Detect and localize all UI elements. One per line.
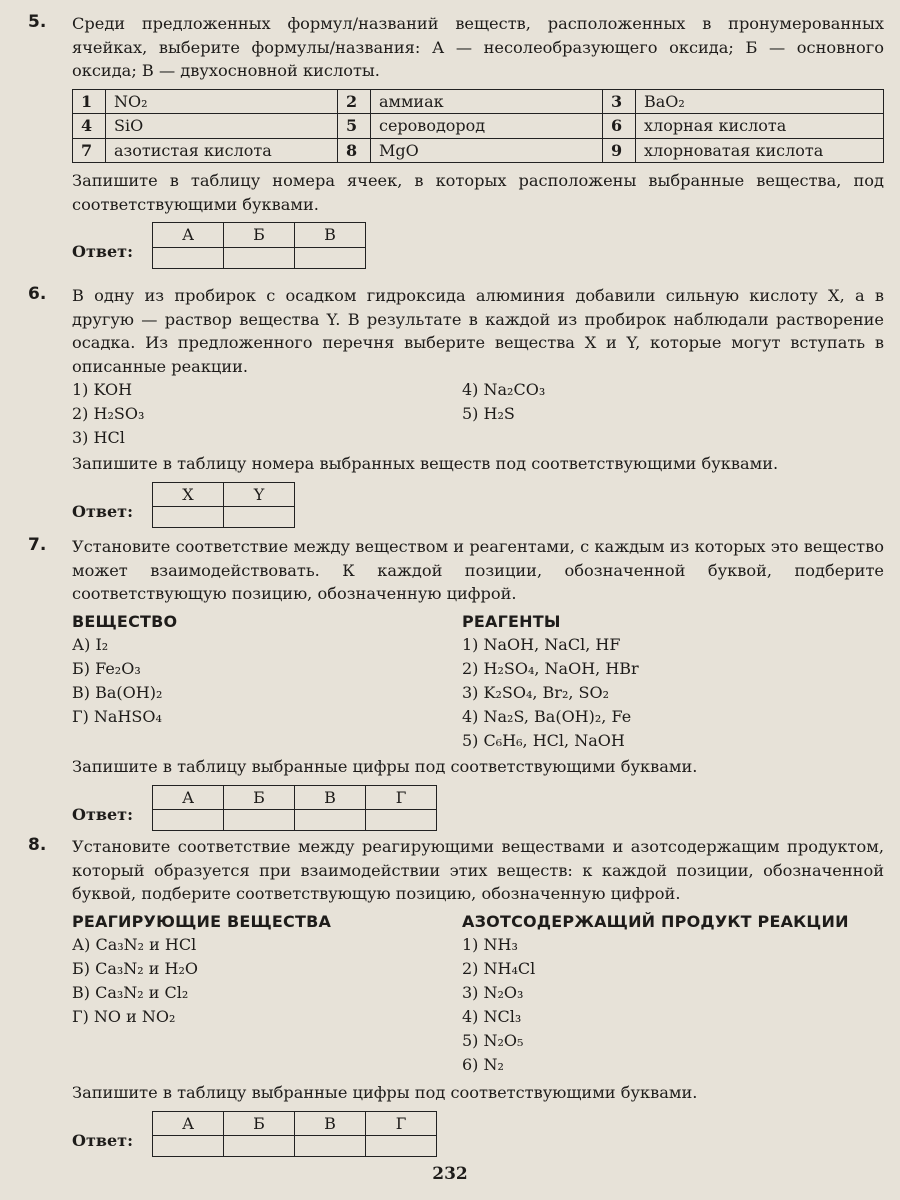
cell-value: MgO (371, 138, 603, 163)
task-instruction: Запишите в таблицу выбранные цифры под соответствующими буквами. (72, 757, 698, 776)
right-item: 4) Na₂S, Ba(OH)₂, Fe (462, 707, 632, 726)
right-item: 4) NCl₃ (462, 1007, 522, 1026)
answer-cell[interactable] (224, 1136, 295, 1157)
answer-cell[interactable] (366, 810, 437, 831)
left-item: В) Ca₃N₂ и Cl₂ (72, 983, 189, 1002)
left-item: А) Ca₃N₂ и HCl (72, 935, 197, 954)
cell-number: 8 (338, 138, 371, 163)
task-7 (28, 535, 884, 831)
answer-column-header: Б (224, 1111, 295, 1136)
answer-cell[interactable] (224, 810, 295, 831)
answer-block (72, 1111, 884, 1158)
answer-column-header: Y (224, 482, 295, 507)
answer-label: Ответ: (72, 1130, 133, 1150)
answer-column-header: Г (366, 785, 437, 810)
answer-column-header: В (295, 1111, 366, 1136)
answer-column-header: Б (224, 223, 295, 248)
answer-label: Ответ: (72, 501, 133, 521)
left-column-header: РЕАГИРУЮЩИЕ ВЕЩЕСТВА (72, 911, 332, 931)
left-item: Г) NO и NO₂ (72, 1007, 176, 1026)
cell-number: 5 (338, 114, 371, 139)
answer-cell[interactable] (153, 507, 224, 528)
cell-value: NO₂ (106, 89, 338, 114)
left-item: Б) Ca₃N₂ и H₂O (72, 959, 199, 978)
cell-value: BaO₂ (636, 89, 884, 114)
right-column-header: АЗОТСОДЕРЖАЩИЙ ПРОДУКТ РЕАКЦИИ (462, 911, 849, 931)
answer-label: Ответ: (72, 242, 133, 261)
task-text: В одну из пробирок с осадком гидроксида алюминия добавили сильную кислоту X, а в другую — раствор вещества Y. В результате в каждой из пробирок наблюдали растворение осадка. Из предложенного перечня выберите вещества X и Y, которые могут вступать в описанные реакции. (72, 286, 884, 376)
cell-number: 2 (338, 89, 371, 114)
answer-cell[interactable] (224, 247, 295, 268)
answer-table (152, 482, 295, 529)
answer-column-header: А (153, 1111, 224, 1136)
option-item: 4) Na₂CO₃ (462, 380, 546, 399)
right-item: 3) N₂O₃ (462, 983, 524, 1002)
answer-column-header: В (295, 223, 366, 248)
right-item: 6) N₂ (462, 1055, 504, 1074)
task-8 (28, 835, 884, 1157)
cell-value: аммиак (371, 89, 603, 114)
cell-value: SiO (106, 114, 338, 139)
right-item: 5) C₆H₆, HCl, NaOH (462, 731, 625, 750)
right-item: 1) NaOH, NaCl, HF (462, 635, 621, 654)
task-number: 5. (28, 12, 47, 32)
task-number: 7. (28, 535, 47, 555)
answer-cell[interactable] (295, 1136, 366, 1157)
cell-number: 1 (73, 89, 106, 114)
cell-number: 7 (73, 138, 106, 163)
matching-columns (72, 910, 884, 1078)
answer-table (152, 1111, 437, 1158)
left-item: А) I₂ (72, 635, 109, 654)
answer-column-header: А (153, 785, 224, 810)
task-6 (28, 284, 884, 528)
answer-column-header: В (295, 785, 366, 810)
cell-number: 6 (603, 114, 636, 139)
left-column-header: ВЕЩЕСТВО (72, 611, 178, 631)
right-item: 1) NH₃ (462, 935, 518, 954)
task-instruction: Запишите в таблицу номера выбранных веществ под соответствующими буквами. (72, 454, 779, 473)
option-item: 3) HCl (72, 428, 125, 447)
answer-block (72, 785, 884, 832)
answer-cell[interactable] (295, 810, 366, 831)
page-number: 232 (432, 1164, 468, 1184)
answer-cell[interactable] (295, 247, 366, 268)
answer-cell[interactable] (153, 247, 224, 268)
answer-table (152, 785, 437, 832)
task-number: 6. (28, 284, 47, 304)
cell-value: сероводород (371, 114, 603, 139)
answer-cell[interactable] (366, 1136, 437, 1157)
task-text: Установите соответствие между реагирующими веществами и азотсодержащим продуктом, который образуется при взаимодействии этих веществ: к каждой позиции, обозначенной буквой, подберите соответствующую позицию, обозначенную цифрой. (72, 837, 884, 903)
cell-value: хлорная кислота (636, 114, 884, 139)
answer-cell[interactable] (153, 810, 224, 831)
cell-number: 3 (603, 89, 636, 114)
task-text: Среди предложенных формул/названий веществ, расположенных в пронумерованных ячейках, выберите формулы/названия: А — несолеобразующего оксида; Б — основного оксида; В — двухосновной кислоты. (72, 14, 884, 80)
task-instruction: Запишите в таблицу выбранные цифры под соответствующими буквами. (72, 1083, 698, 1102)
answer-label: Ответ: (72, 804, 133, 824)
right-item: 3) K₂SO₄, Br₂, SO₂ (462, 683, 610, 702)
answer-cell[interactable] (224, 507, 295, 528)
table-row (73, 138, 884, 163)
left-item: В) Ba(OH)₂ (72, 683, 163, 702)
right-item: 2) NH₄Cl (462, 959, 536, 978)
table-row (73, 89, 884, 114)
answer-block (72, 482, 884, 529)
cell-number: 9 (603, 138, 636, 163)
table-row (73, 114, 884, 139)
answer-column-header: X (153, 482, 224, 507)
answer-cell[interactable] (153, 1136, 224, 1157)
matching-columns (72, 610, 884, 754)
right-column-header: РЕАГЕНТЫ (462, 611, 561, 631)
answer-block (72, 222, 884, 269)
right-item: 2) H₂SO₄, NaOH, HBr (462, 659, 639, 678)
options-list (72, 378, 884, 450)
right-item: 5) N₂O₅ (462, 1031, 524, 1050)
answer-column-header: Б (224, 785, 295, 810)
answer-table (152, 222, 366, 269)
cell-value: хлорноватая кислота (636, 138, 884, 163)
option-item: 1) KOH (72, 380, 133, 399)
option-item: 2) H₂SO₃ (72, 404, 145, 423)
task-text: Установите соответствие между веществом и реагентами, с каждым из которых это вещество может взаимодействовать. К каждой позиции, обозначенной буквой, подберите соответствующую позицию, обозначенную цифрой. (72, 537, 884, 603)
task-5 (28, 12, 884, 269)
task-number: 8. (28, 835, 47, 855)
option-item: 5) H₂S (462, 404, 515, 423)
task-instruction: Запишите в таблицу номера ячеек, в которых расположены выбранные вещества, под соответствующими буквами. (72, 171, 884, 214)
cell-value: азотистая кислота (106, 138, 338, 163)
answer-column-header: Г (366, 1111, 437, 1136)
cell-number: 4 (73, 114, 106, 139)
left-item: Г) NaHSO₄ (72, 707, 162, 726)
substances-table (72, 89, 884, 164)
left-item: Б) Fe₂O₃ (72, 659, 141, 678)
answer-column-header: А (153, 223, 224, 248)
